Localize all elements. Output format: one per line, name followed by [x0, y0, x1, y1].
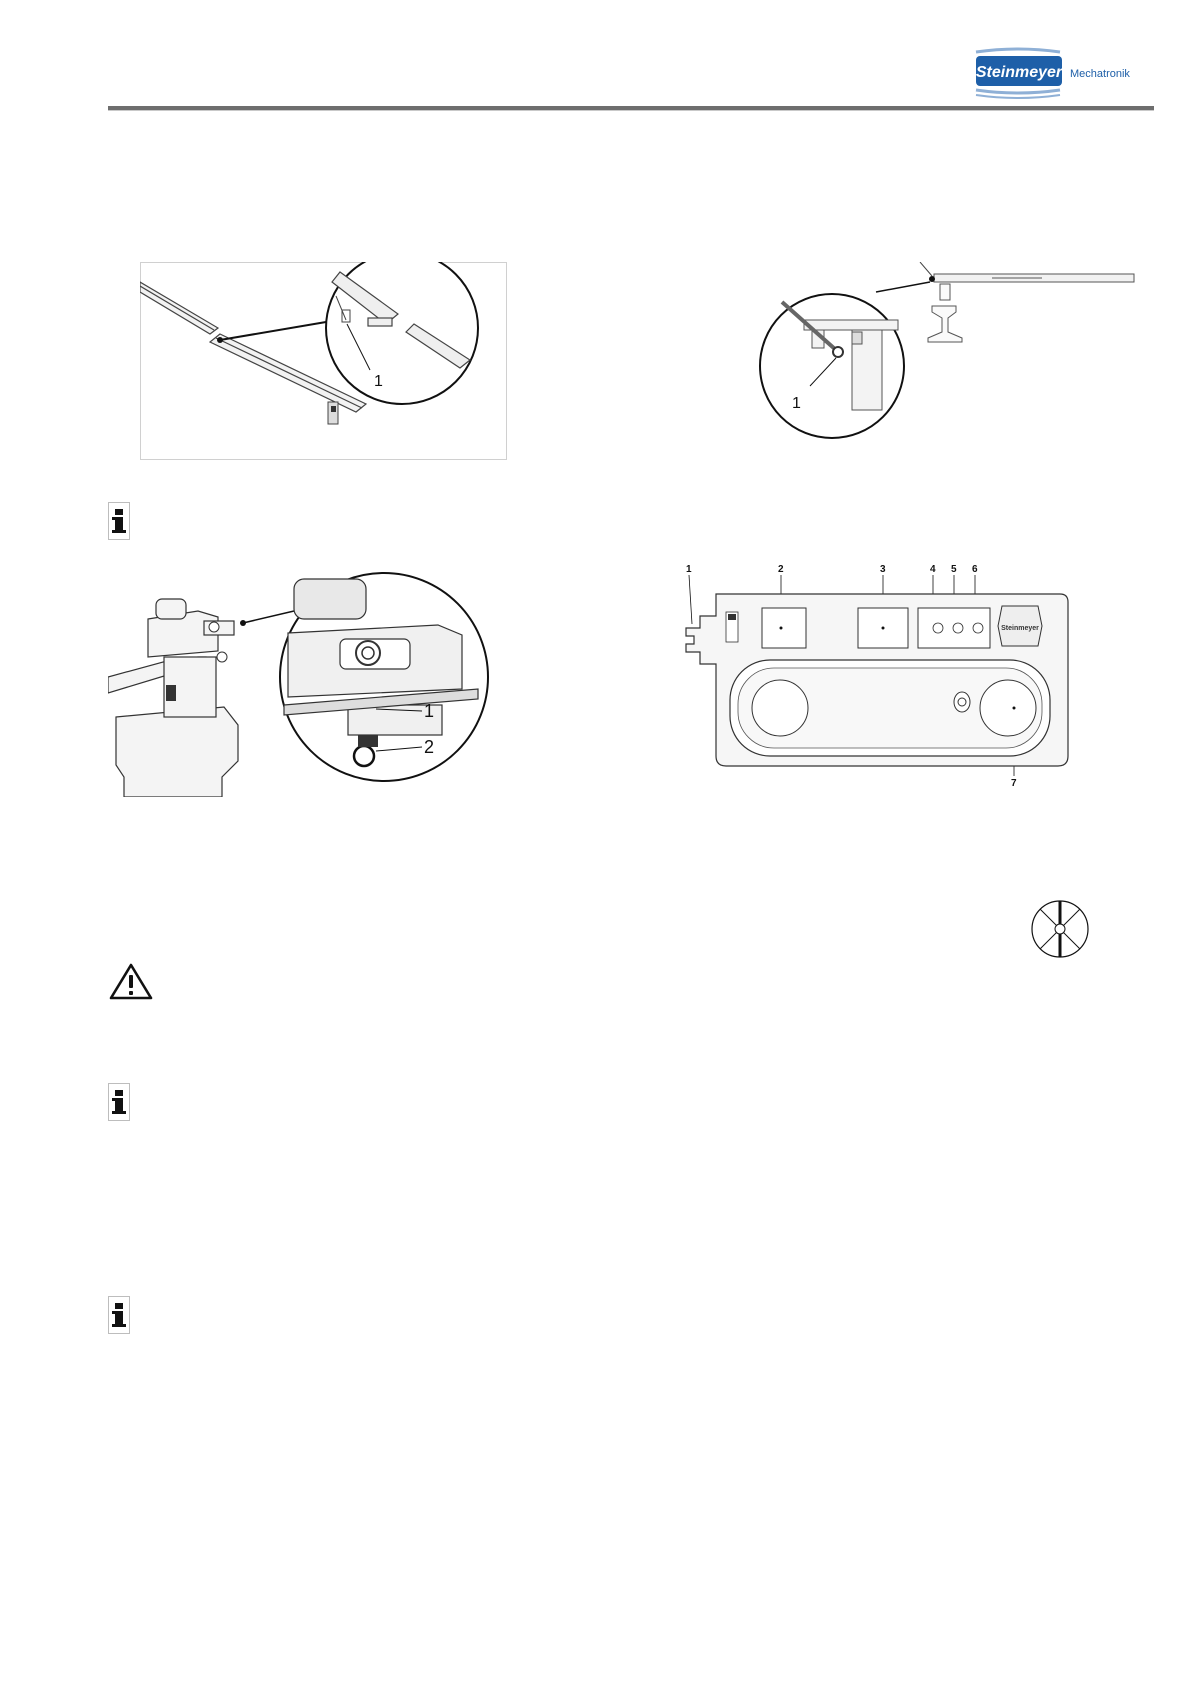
control-panel-figure [672, 560, 1072, 790]
panel-callout-4: 4 [930, 564, 936, 575]
panel-badge-text: Steinmeyer [1001, 625, 1039, 632]
header-rule [108, 106, 1154, 111]
side-view-figure [752, 262, 1138, 448]
side-callout-1: 1 [792, 395, 801, 412]
rail-callout-1: 1 [374, 373, 383, 390]
steinmeyer-logo [970, 44, 1140, 100]
trolley-figure [108, 565, 502, 797]
panel-callout-7: 7 [1011, 778, 1017, 789]
panel-callout-5: 5 [951, 564, 957, 575]
rail-connection-figure [140, 262, 507, 460]
panel-callout-3: 3 [880, 564, 886, 575]
crossed-circle-icon [1030, 898, 1090, 960]
warning-icon [109, 962, 153, 1000]
panel-callout-6: 6 [972, 564, 978, 575]
trolley-callout-1: 1 [424, 701, 435, 721]
info-icon [108, 1296, 130, 1334]
logo-sub: Mechatronik [1070, 68, 1130, 80]
panel-callout-1: 1 [686, 564, 692, 575]
logo-brand: Steinmeyer [975, 64, 1063, 81]
info-icon [108, 1083, 130, 1121]
info-icon [108, 502, 130, 540]
panel-callout-2: 2 [778, 564, 784, 575]
trolley-callout-2: 2 [424, 737, 435, 757]
